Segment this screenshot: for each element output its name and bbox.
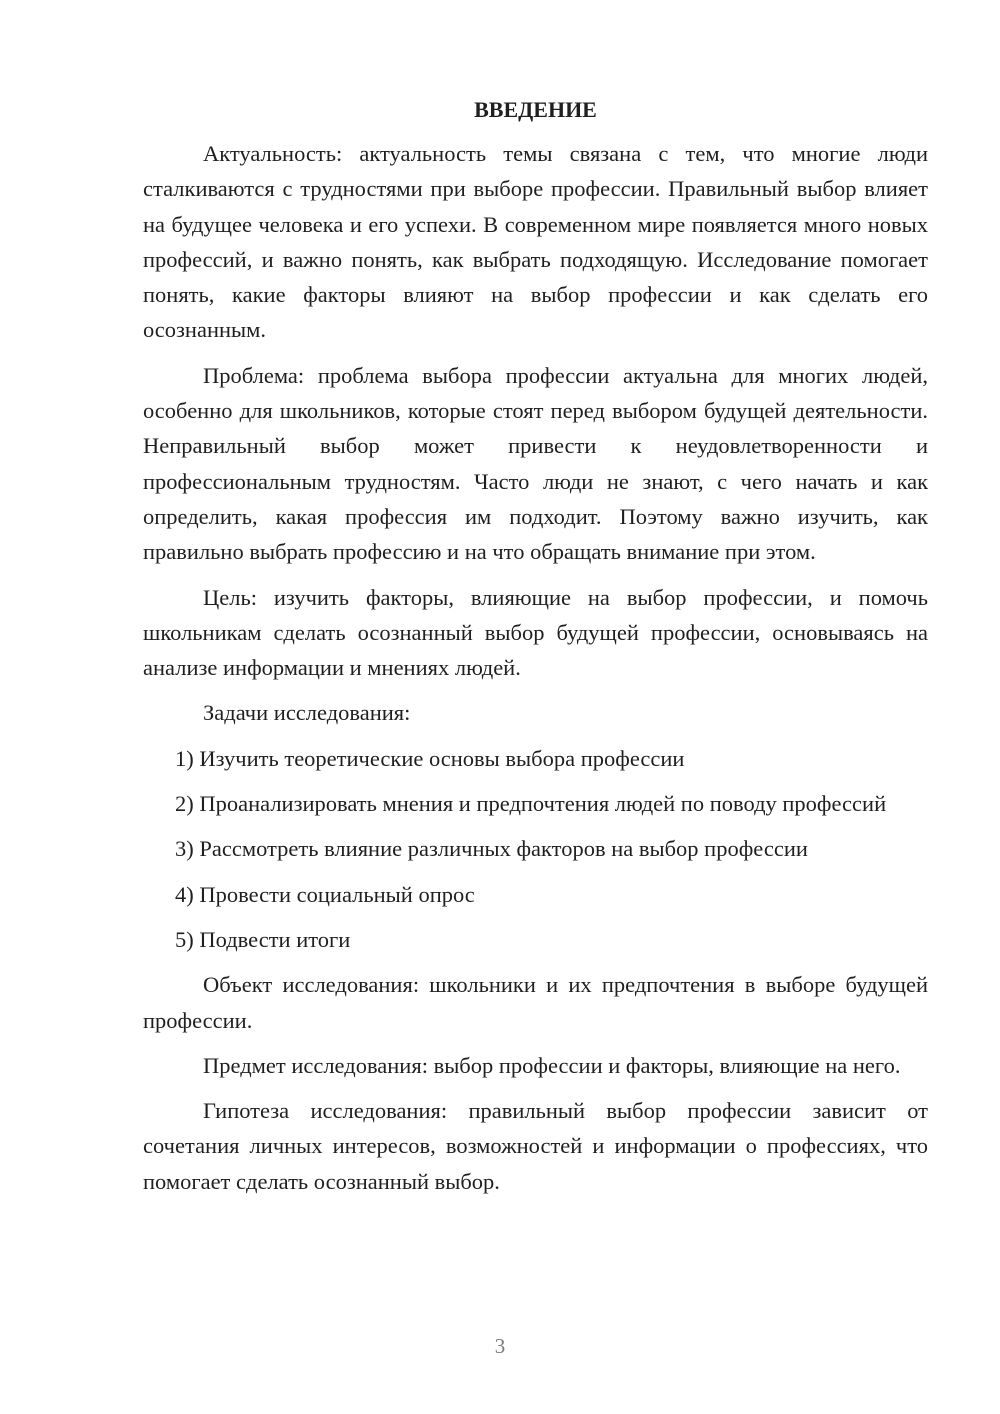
task-item-2: 2) Проанализировать мнения и предпочтения людей по поводу профессий — [175, 791, 887, 817]
page-title: ВВЕДЕНИЕ — [474, 97, 597, 122]
task-item-1: 1) Изучить теоретические основы выбора профессии — [175, 745, 685, 771]
goal-paragraph: Цель: изучить факторы, влияющие на выбор профессии, и помочь школьникам сделать осознанный выбор будущей профессии, основываясь на анализе информации и мнениях людей. — [143, 584, 928, 681]
hypothesis-paragraph: Гипотеза исследования: правильный выбор профессии зависит от сочетания личных интересов, возможностей и информации о профессиях, что помогает сделать осознанный выбор. — [143, 1098, 928, 1194]
task-item-4: 4) Провести социальный опрос — [175, 881, 475, 907]
subject-paragraph: Предмет исследования: выбор профессии и факторы, влияющие на него. — [203, 1052, 901, 1078]
task-item-5: 5) Подвести итоги — [175, 926, 351, 952]
relevance-paragraph: Актуальность: актуальность темы связана с тем, что многие люди сталкиваются с трудностями при выборе профессии. Правильный выбор влияет на будущее человека и его успехи. В современном мире появляется много новых профессий, и важно понять, как выбрать подходящую. Исследование помогает понять, какие факторы влияют на выбор профессии и как сделать его осознанным. — [143, 141, 928, 343]
object-paragraph: Объект исследования: школьники и их предпочтения в выборе будущей профессии. — [143, 972, 928, 1033]
tasks-heading: Задачи исследования: — [203, 700, 411, 726]
page-number: 3 — [494, 1334, 506, 1358]
problem-paragraph: Проблема: проблема выбора профессии актуальна для многих людей, особенно для школьников, которые стоят перед выбором будущей деятельности. Неправильный выбор может привести к неудовлетворенности и профессиональным трудностям. Часто люди не знают, с чего начать и как определить, какая профессия им подходит. Поэтому важно изучить, как правильно выбрать профессию и на что обращать внимание при этом. — [143, 362, 928, 565]
task-item-3: 3) Рассмотреть влияние различных факторов на выбор профессии — [175, 836, 808, 862]
document-page — [143, 95, 928, 1209]
